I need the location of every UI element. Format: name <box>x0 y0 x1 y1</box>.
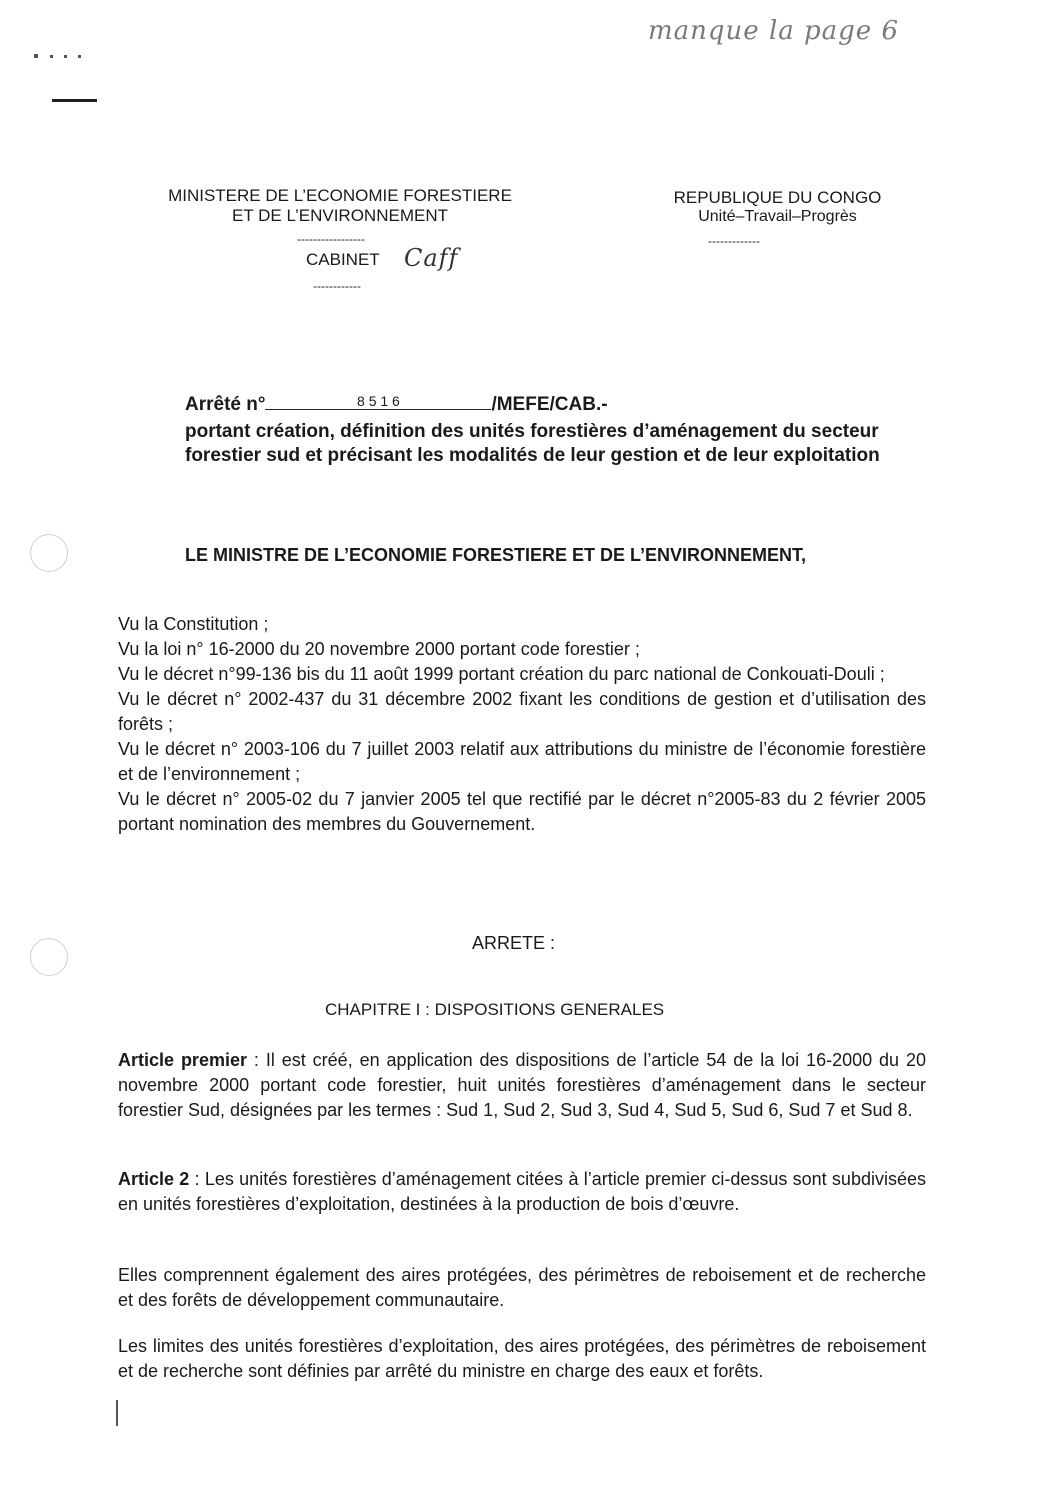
article-label: Article 2 <box>118 1169 190 1189</box>
ministry-name-line1: MINISTERE DE L’ECONOMIE FORESTIERE <box>168 186 512 205</box>
ministry-name-line2: ET DE L’ENVIRONNEMENT <box>231 206 448 225</box>
scan-speck <box>50 55 53 58</box>
article-premier <box>118 1048 926 1123</box>
decree-number: 8 5 1 6 <box>265 393 491 410</box>
minister-title: LE MINISTRE DE L’ECONOMIE FORESTIERE ET DE L’ENVIRONNEMENT, <box>185 545 807 565</box>
vu-list <box>118 612 926 837</box>
vu-item: Vu le décret n° 2003-106 du 7 juillet 2003 relatif aux attributions du ministre de l’économie forestière et de l’environnement ; <box>118 739 926 784</box>
scan-speck <box>64 55 67 58</box>
cabinet-handwritten-mark: Caff <box>404 244 459 272</box>
article-label: Article premier <box>118 1050 247 1070</box>
republic-header <box>640 188 915 226</box>
article-text: : Il est créé, en application des dispositions de l’article 54 de la loi 16-2000 du 20 novembre 2000 portant code forestier, huit unités forestières d’aménagement dans le secteur forestier Sud, désignées par les termes : Sud 1, Sud 2, Sud 3, Sud 4, Sud 5, Sud 6, Sud 7 et Sud 8. <box>118 1050 926 1120</box>
ministry-header <box>120 186 560 226</box>
paragraph: Les limites des unités forestières d’exploitation, des aires protégées, des périmètres de reboisement et de recherche sont définies par arrêté du ministre en charge des eaux et forêts. <box>118 1336 926 1381</box>
article-text: : Les unités forestières d’aménagement citées à l’article premier ci-dessus sont subdivisées en unités forestières d’exploitation, destinées à la production de bois d’œuvre. <box>118 1169 926 1214</box>
cabinet-label: CABINET <box>306 250 380 269</box>
scan-speck <box>78 55 81 58</box>
separator-dashes: ------------- <box>708 234 760 248</box>
vu-item: Vu la loi n° 16-2000 du 20 novembre 2000 portant code forestier ; <box>118 639 640 659</box>
scan-speck <box>34 54 38 58</box>
punch-hole <box>30 534 68 572</box>
vu-item: Vu le décret n°99-136 bis du 11 août 1999 portant création du parc national de Conkouati-Douli ; <box>118 664 885 684</box>
republic-name: REPUBLIQUE DU CONGO <box>673 188 882 207</box>
chapter-heading: CHAPITRE I : DISPOSITIONS GENERALES <box>325 1000 665 1019</box>
separator-dashes: ----------------- <box>297 232 365 246</box>
vu-item: Vu la Constitution ; <box>118 614 269 634</box>
arrete-heading: ARRETE : <box>472 933 556 953</box>
scan-rule-mark <box>52 99 97 102</box>
vu-item: Vu le décret n° 2005-02 du 7 janvier 2005 tel que rectifié par le décret n°2005-83 du 2 février 2005 portant nomination des membres du Gouvernement. <box>118 789 926 834</box>
decree-subject: portant création, définition des unités forestières d’aménagement du secteur forestier sud et précisant les modalités de leur gestion et de leur exploitation <box>185 421 880 466</box>
scan-mark-bottom <box>116 1400 124 1426</box>
vu-item: Vu le décret n° 2002-437 du 31 décembre 2002 fixant les conditions de gestion et d’utilisation des forêts ; <box>118 689 926 734</box>
article-2 <box>118 1167 926 1217</box>
decree-number-line: Arrêté n° 8 5 1 6 /MEFE/CAB.- <box>185 393 608 415</box>
separator-dashes: ------------ <box>313 279 361 293</box>
paragraph: Elles comprennent également des aires protégées, des périmètres de reboisement et de recherche et des forêts de développement communautaire. <box>118 1265 926 1310</box>
republic-motto: Unité–Travail–Progrès <box>698 208 857 225</box>
decree-title-block <box>185 393 885 468</box>
punch-hole <box>30 938 68 976</box>
handwritten-note: manque la page 6 <box>648 16 900 46</box>
